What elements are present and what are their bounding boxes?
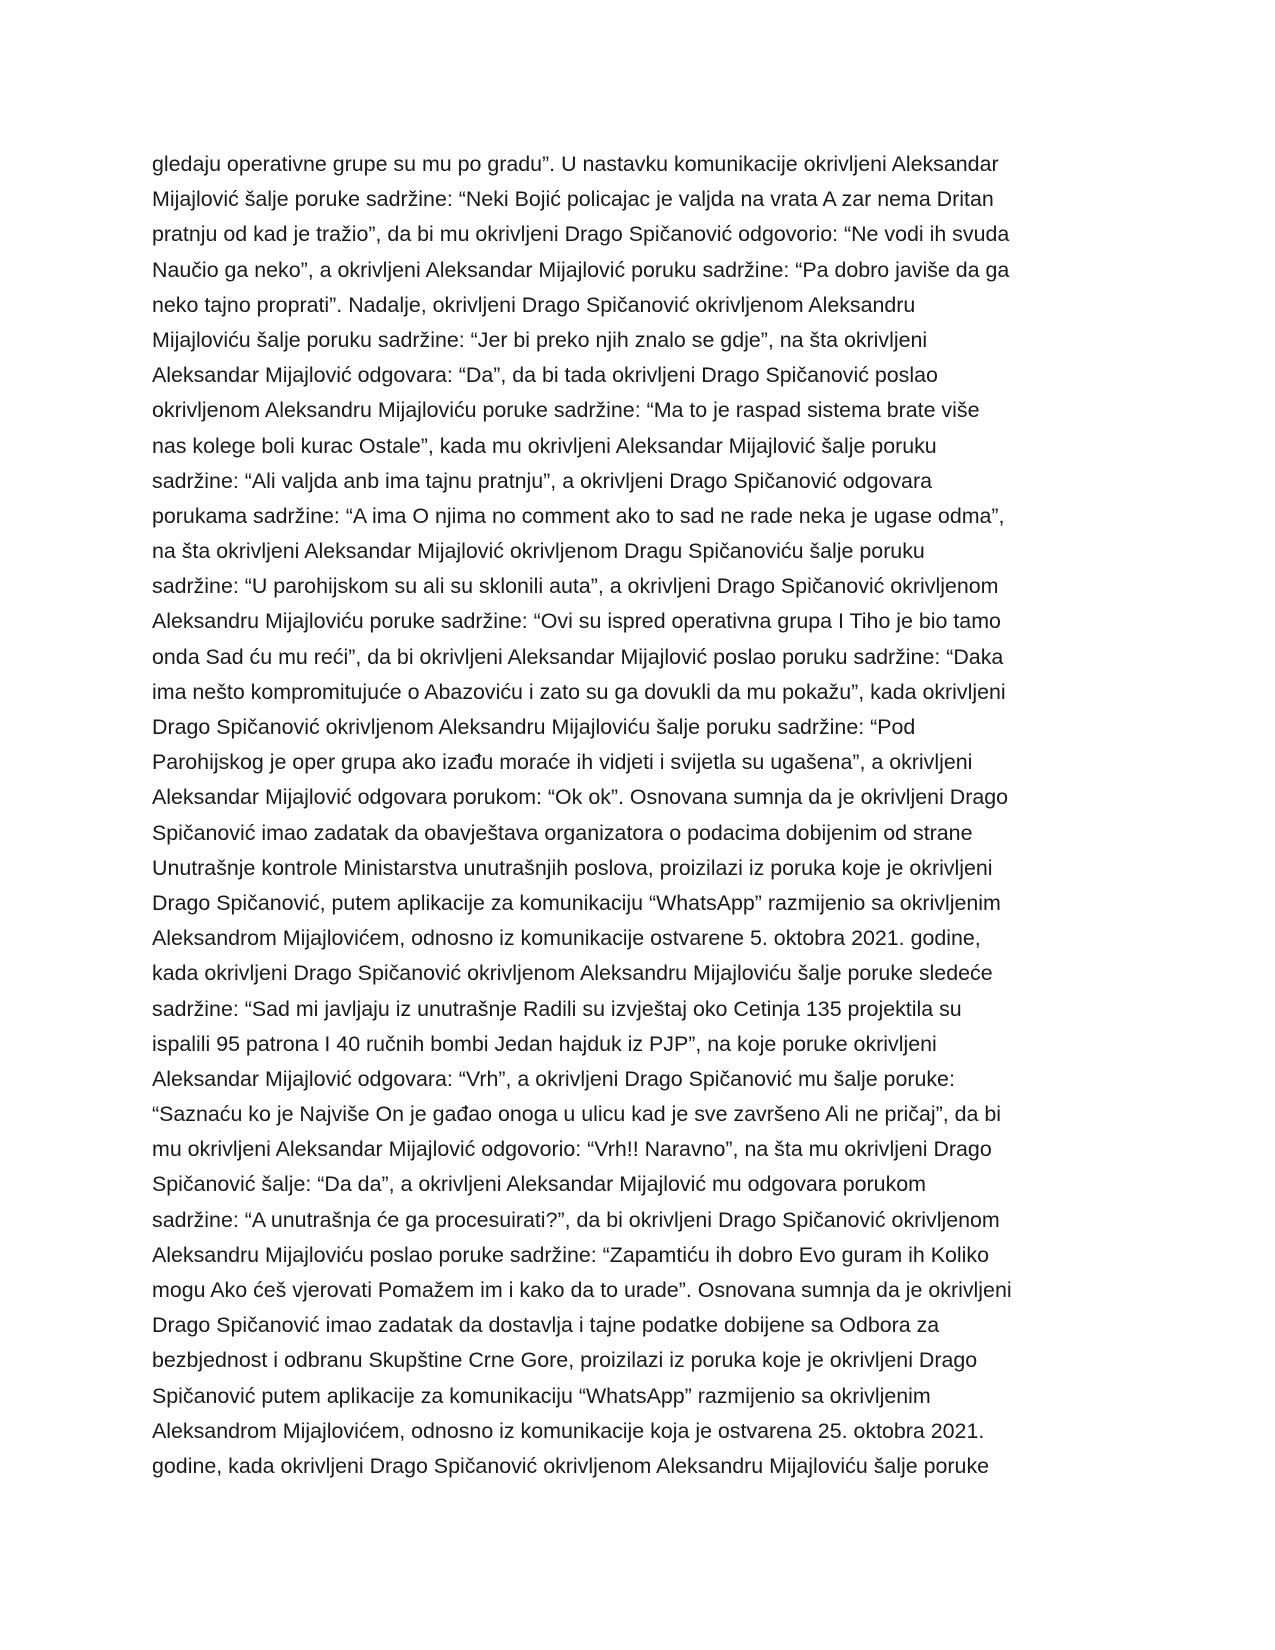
text-line: Aleksandru Mijajloviću poslao poruke sadržine: “Zapamtiću ih dobro Evo guram ih Koliko [152,1242,990,1267]
text-line: bezbjednost i odbranu Skupštine Crne Gore, proizilazi iz poruka koje je okrivljeni Drago [152,1348,978,1373]
text-line: Drago Spičanović, putem aplikacije za komunikaciju “WhatsApp” razmijenio sa okrivljenim [152,890,1001,915]
text-line: godine, kada okrivljeni Drago Spičanović okrivljenom Aleksandru Mijajloviću šalje poruke [152,1453,990,1478]
text-line: ima nešto kompromitujuće o Abazoviću i zato su ga dovukli da mu pokažu”, kada okrivljeni [152,679,1006,704]
text-line: kada okrivljeni Drago Spičanović okrivljenom Aleksandru Mijajloviću šalje poruke sledeće [152,961,993,986]
text-line: Aleksandar Mijajlović odgovara porukom: “Ok ok”. Osnovana sumnja da je okrivljeni Drago [152,785,1009,810]
text-line: Mijajlović šalje poruke sadržine: “Neki Bojić policajac je valjda na vrata A zar nema Dritan [152,187,994,212]
body-paragraph [152,147,1132,1484]
text-line: Aleksandrom Mijajlovićem, odnosno iz komunikacije ostvarene 5. oktobra 2021. godine, [152,926,981,951]
text-line: Spičanović putem aplikacije za komunikaciju “WhatsApp” razmijenio sa okrivljenim [152,1383,931,1408]
text-line: Parohijskog je oper grupa ako izađu moraće ih vidjeti i svijetla su ugašena”, a okrivljeni [152,750,973,775]
text-line: gledaju operativne grupe su mu po gradu”. U nastavku komunikacije okrivljeni Aleksandar [152,152,999,176]
text-line: sadržine: “A unutrašnja će ga procesuirati?”, da bi okrivljeni Drago Spičanović okrivljenom [152,1207,1000,1232]
text-line: Naučio ga neko”, a okrivljeni Aleksandar Mijajlović poruku sadržine: “Pa dobro javiše da ga [152,257,1010,282]
text-line: Drago Spičanović okrivljenom Aleksandru Mijajloviću šalje poruku sadržine: “Pod [152,715,916,739]
text-line: Aleksandru Mijajloviću poruke sadržine: “Ovi su ispred operativna grupa I Tiho je bio tamo [152,609,1001,634]
text-line: nas kolege boli kurac Ostale”, kada mu okrivljeni Aleksandar Mijajlović šalje poruku [152,433,937,458]
text-line: Unutrašnje kontrole Ministarstva unutrašnjih poslova, proizilazi iz poruka koje je okrivljeni [152,855,993,880]
text-line: neko tajno proprati”. Nadalje, okrivljeni Drago Spičanović okrivljenom Aleksandru [152,292,916,317]
text-line: “Saznaću ko je Najviše On je gađao onoga u ulicu kad je sve završeno Ali ne pričaj”, da bi [152,1102,1001,1127]
text-line: ispalili 95 patrona I 40 ručnih bombi Jedan hajduk iz PJP”, na koje poruke okrivljeni [152,1031,937,1056]
text-line: okrivljenom Aleksandru Mijajloviću poruke sadržine: “Ma to je raspad sistema brate više [152,398,980,423]
text-line: Aleksandar Mijajlović odgovara: “Vrh”, a okrivljeni Drago Spičanović mu šalje poruke: [152,1066,955,1091]
text-line: mogu Ako ćeš vjerovati Pomažem im i kako da to urade”. Osnovana sumnja da je okrivljeni [152,1278,1012,1302]
text-line: sadržine: “Sad mi javljaju iz unutrašnje Radili su izvještaj oko Cetinja 135 projektila su [152,996,962,1021]
text-line: sadržine: “U parohijskom su ali su sklonili auta”, a okrivljeni Drago Spičanović okrivljenom [152,574,999,599]
text-line: Spičanović šalje: “Da da”, a okrivljeni Aleksandar Mijajlović mu odgovara porukom [152,1172,926,1197]
text-line: Mijajloviću šalje poruku sadržine: “Jer bi preko njih znalo se gdje”, na šta okrivljeni [152,327,928,352]
text-line: na šta okrivljeni Aleksandar Mijajlović okrivljenom Dragu Spičanoviću šalje poruku [152,539,925,564]
text-line: sadržine: “Ali valjda anb ima tajnu pratnju”, a okrivljeni Drago Spičanović odgovara [152,468,932,493]
text-line: porukama sadržine: “A ima O njima no comment ako to sad ne rade neka je ugase odma”, [152,503,1005,528]
text-line: Aleksandar Mijajlović odgovara: “Da”, da bi tada okrivljeni Drago Spičanović poslao [152,363,938,388]
text-line: Aleksandrom Mijajlovićem, odnosno iz komunikacije koja je ostvarena 25. oktobra 2021. [152,1418,985,1443]
text-line: onda Sad ću mu reći”, da bi okrivljeni Aleksandar Mijajlović poslao poruku sadržine: “Daka [152,644,1004,669]
text-line: Drago Spičanović imao zadatak da dostavlja i tajne podatke dobijene sa Odbora za [152,1313,940,1338]
text-line: pratnju od kad je tražio”, da bi mu okrivljeni Drago Spičanović odgovorio: “Ne vodi ih svuda [152,222,1010,247]
text-line: mu okrivljeni Aleksandar Mijajlović odgovorio: “Vrh!! Naravno”, na šta mu okrivljeni Drago [152,1137,992,1162]
text-line: Spičanović imao zadatak da obavještava organizatora o podacima dobijenim od strane [152,820,973,845]
